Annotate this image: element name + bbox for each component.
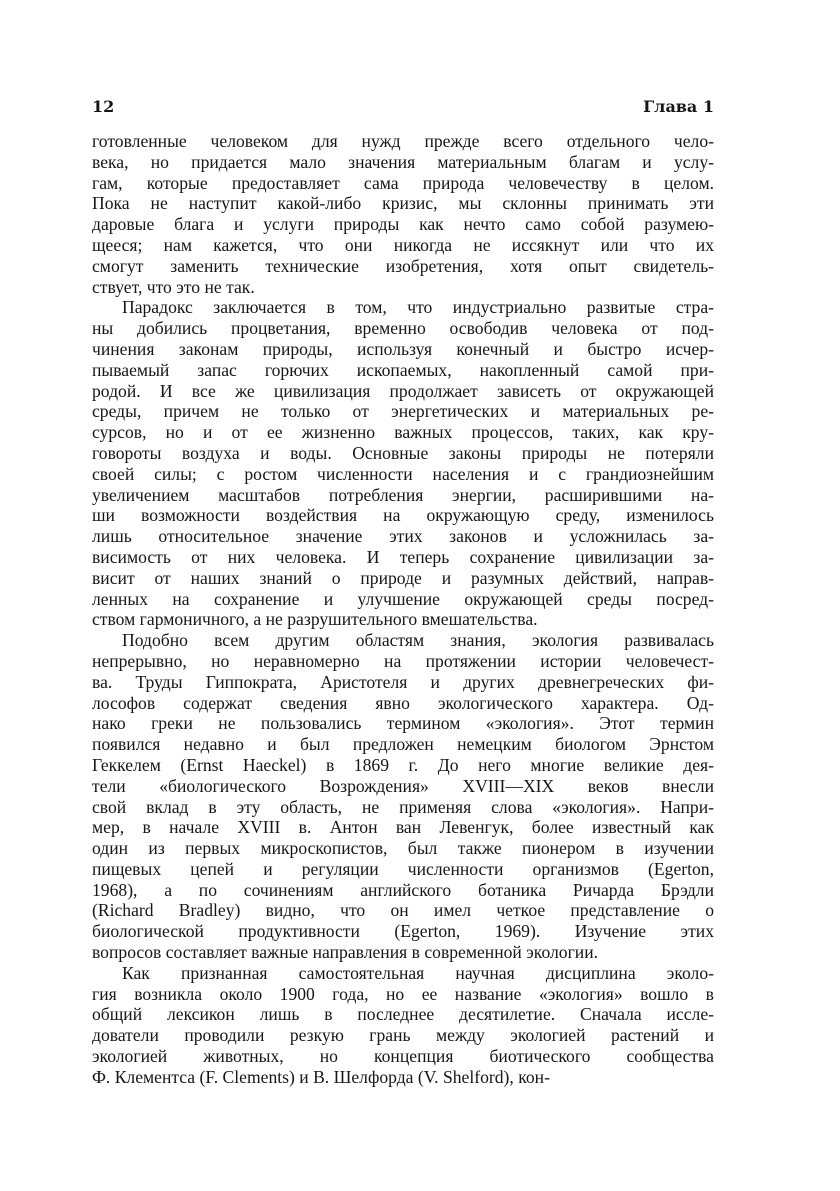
text-line: ствует, что это не так. xyxy=(92,276,255,297)
text-line: щееся; нам кажется, что они никогда не иссякнут или что их xyxy=(92,234,714,255)
text-line: ны добились процветания, временно освободив человека от под- xyxy=(92,318,714,339)
text-line: даровые блага и услуги природы как нечто само собой разумею- xyxy=(92,214,714,235)
text-line: Ф. Клементса (F. Clements) и В. Шелфорда (V. Shelford), кон- xyxy=(92,1066,550,1087)
text-line: появился недавно и был предложен немецким биологом Эрнстом xyxy=(92,734,714,755)
text-line: увеличением масштабов потребления энергии, расширившими на- xyxy=(92,484,714,505)
text-line: родой. И все же цивилизация продолжает зависеть от окружающей xyxy=(92,380,714,401)
text-line: смогут заменить технические изобретения, хотя опыт свидетель- xyxy=(92,255,714,276)
text-line: сурсов, но и от ее жизненно важных процессов, таких, как кру- xyxy=(92,422,714,443)
text-line: готовленные человеком для нужд прежде всего отдельного чело- xyxy=(92,131,714,151)
text-line: лософов содержат сведения явно экологического характера. Од- xyxy=(92,692,714,713)
text-line: 1968), а по сочинениям английского ботаника Ричарда Брэдли xyxy=(92,879,714,900)
text-line: Парадокс заключается в том, что индустриально развитые стра- xyxy=(122,297,714,318)
text-line: ши возможности воздействия на окружающую среду, изменилось xyxy=(92,505,714,526)
chapter-label: Глава 1 xyxy=(643,97,714,116)
text-line: (Richard Bradley) видно, что он имел четкое представление о xyxy=(92,900,714,921)
text-line: непрерывно, но неравномерно на протяжении истории человечест- xyxy=(92,650,714,671)
text-line: среды, причем не только от энергетических и материальных ре- xyxy=(92,401,714,422)
text-line: мер, в начале XVIII в. Антон ван Левенгук, более известный как xyxy=(92,817,714,838)
text-line: гия возникла около 1900 года, но ее название «экология» вошло в xyxy=(92,983,714,1004)
text-line: ленных на сохранение и улучшение окружающей среды посред- xyxy=(92,588,714,609)
text-line: дователи проводили резкую грань между экологией растений и xyxy=(92,1025,714,1046)
text-line: ва. Труды Гиппократа, Аристотеля и других древнегреческих фи- xyxy=(92,671,714,692)
text-line: тели «биологического Возрождения» XVIII—XIX веков внесли xyxy=(92,775,714,796)
text-line: ством гармоничного, а не разрушительного вмешательства. xyxy=(92,609,538,630)
text-line: чинения законам природы, используя конечный и быстро исчер- xyxy=(92,338,714,359)
text-line: Как признанная самостоятельная научная дисциплина эколо- xyxy=(122,962,714,983)
text-line: Подобно всем другим областям знания, экология развивалась xyxy=(122,630,714,651)
text-line: вопросов составляет важные направления в современной экологии. xyxy=(92,942,599,963)
text-line: пищевых цепей и регуляции численности организмов (Egerton, xyxy=(92,858,714,879)
text-line: свой вклад в эту область, не применяя слова «экология». Напри- xyxy=(92,796,714,817)
text-line: висит от наших знаний о природе и разумных действий, направ- xyxy=(92,567,714,588)
text-line: лишь относительное значение этих законов и усложнилась за- xyxy=(92,526,714,547)
body-text xyxy=(92,131,714,1088)
text-line: пываемый запас горючих ископаемых, накопленный самой при- xyxy=(92,359,714,380)
text-line: общий лексикон лишь в последнее десятилетие. Сначала иссле- xyxy=(92,1004,714,1025)
text-line: своей силы; с ростом численности населения и с грандиознейшим xyxy=(92,463,714,484)
text-line: говороты воздуха и воды. Основные законы природы не потеряли xyxy=(92,442,714,463)
text-line: экологией животных, но концепция биотического сообщества xyxy=(92,1046,714,1067)
text-line: один из первых микроскопистов, был также пионером в изучении xyxy=(92,838,714,859)
text-line: нако греки не пользовались термином «экология». Этот термин xyxy=(92,713,714,734)
running-head xyxy=(92,96,714,118)
text-line: Пока не наступит какой-либо кризис, мы склонны принимать эти xyxy=(92,193,714,214)
text-line: биологической продуктивности (Egerton, 1969). Изучение этих xyxy=(92,921,714,942)
paragraph xyxy=(92,131,714,297)
text-line: висимость от них человека. И теперь сохранение цивилизации за- xyxy=(92,546,714,567)
paragraph xyxy=(92,963,714,1088)
text-line: века, но придается мало значения материальным благам и услу- xyxy=(92,151,714,172)
text-line: Геккелем (Ernst Haeckel) в 1869 г. До него многие великие дея- xyxy=(92,754,714,775)
text-line: гам, которые предоставляет сама природа человечеству в целом. xyxy=(92,172,714,193)
paragraph xyxy=(92,297,714,630)
page-number: 12 xyxy=(92,97,115,116)
paragraph xyxy=(92,630,714,963)
